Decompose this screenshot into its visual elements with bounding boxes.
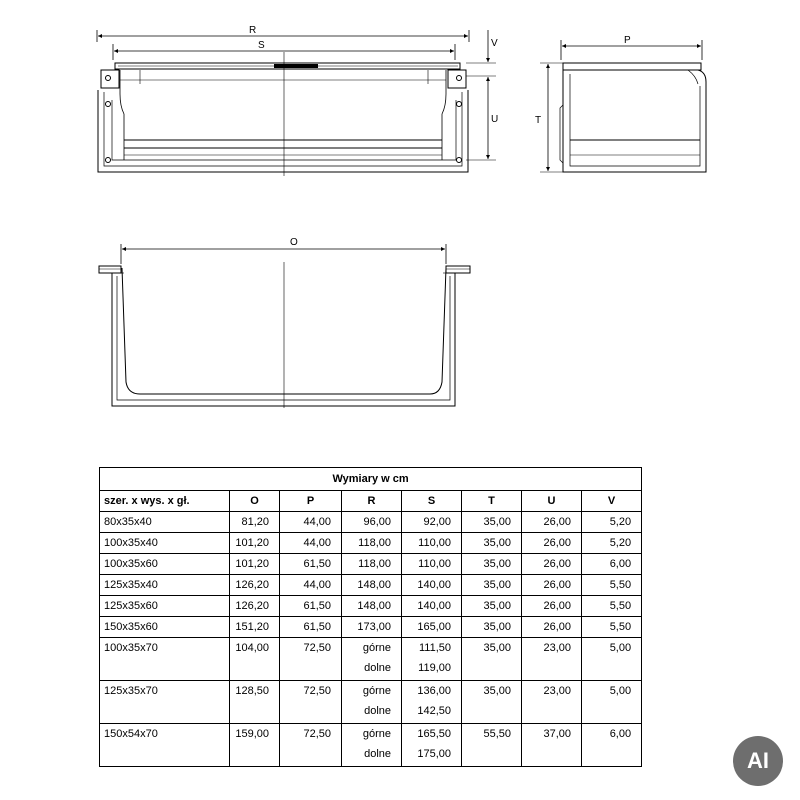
cell-p: 72,50 [280, 724, 342, 767]
cell-v: 5,20 [582, 512, 642, 533]
cell-o: 101,20 [230, 533, 280, 554]
side-view [540, 40, 706, 172]
cell-s-value: 175,00 [417, 748, 451, 760]
cell-u: 23,00 [522, 681, 582, 724]
cell-r-value: górne [362, 728, 391, 740]
cell-p: 44,00 [280, 575, 342, 596]
cell-r [342, 554, 402, 575]
cell-t: 55,50 [462, 724, 522, 767]
cell-p: 44,00 [280, 533, 342, 554]
label-r: R [249, 25, 257, 36]
cell-s-value: 110,00 [418, 537, 451, 549]
cell-size: 150x54x70 [100, 724, 230, 767]
cell-s [402, 724, 462, 767]
dimensions-table [99, 467, 642, 767]
header-size: szer. x wys. x gł. [100, 491, 230, 512]
header-s: S [402, 491, 462, 512]
table-row [100, 533, 642, 554]
cell-s-value: 142,50 [417, 705, 451, 717]
table-row [100, 638, 642, 681]
cell-p: 72,50 [280, 638, 342, 681]
cell-r-value: 96,00 [363, 516, 391, 528]
cell-s [402, 575, 462, 596]
label-u: U [491, 114, 499, 125]
cell-r-value: 173,00 [357, 621, 391, 633]
ai-badge: AI [733, 736, 783, 786]
cell-u: 26,00 [522, 533, 582, 554]
cell-size: 125x35x60 [100, 596, 230, 617]
cell-v: 5,50 [582, 617, 642, 638]
cell-size: 125x35x70 [100, 681, 230, 724]
cell-p: 44,00 [280, 512, 342, 533]
cell-size: 100x35x70 [100, 638, 230, 681]
cell-u: 26,00 [522, 575, 582, 596]
label-p: P [624, 35, 631, 46]
table-row [100, 681, 642, 724]
cell-r-value: 118,00 [358, 558, 391, 570]
label-t: T [535, 115, 542, 126]
cell-p: 61,50 [280, 554, 342, 575]
cell-o: 151,20 [230, 617, 280, 638]
cell-r [342, 724, 402, 767]
table-header-row [100, 491, 642, 512]
cell-u: 26,00 [522, 617, 582, 638]
cell-p: 61,50 [280, 596, 342, 617]
cell-r-value: dolne [364, 748, 391, 760]
header-r: R [342, 491, 402, 512]
cell-s-value: 111,50 [418, 642, 451, 654]
cell-s-value: 165,00 [417, 621, 451, 633]
cell-size: 150x35x60 [100, 617, 230, 638]
cell-r-value: dolne [364, 662, 391, 674]
cell-s-value: 110,00 [418, 558, 451, 570]
cell-v: 5,50 [582, 596, 642, 617]
cell-t: 35,00 [462, 638, 522, 681]
cell-s [402, 617, 462, 638]
cell-size: 100x35x40 [100, 533, 230, 554]
cell-r-value: 118,00 [358, 537, 391, 549]
cell-r [342, 575, 402, 596]
cell-size: 125x35x40 [100, 575, 230, 596]
cell-r [342, 533, 402, 554]
cell-r [342, 638, 402, 681]
cell-v: 6,00 [582, 554, 642, 575]
table-title: Wymiary w cm [100, 468, 642, 491]
cell-r [342, 617, 402, 638]
cell-v: 5,20 [582, 533, 642, 554]
grate-lock [274, 64, 318, 68]
cell-t: 35,00 [462, 533, 522, 554]
cell-s-value: 92,00 [423, 516, 451, 528]
cell-u: 26,00 [522, 512, 582, 533]
cell-o: 104,00 [230, 638, 280, 681]
cell-s [402, 512, 462, 533]
table-row [100, 575, 642, 596]
cell-v: 5,00 [582, 681, 642, 724]
header-u: U [522, 491, 582, 512]
cell-t: 35,00 [462, 575, 522, 596]
right-flange [446, 266, 470, 273]
cell-u: 26,00 [522, 554, 582, 575]
header-v: V [582, 491, 642, 512]
front-view [97, 30, 499, 176]
label-o: O [290, 237, 298, 248]
left-flange [99, 266, 121, 273]
cell-r-value: 148,00 [357, 600, 391, 612]
cell-o: 101,20 [230, 554, 280, 575]
cell-s [402, 681, 462, 724]
table-row [100, 554, 642, 575]
top-view [99, 244, 470, 408]
cell-s-value: 136,00 [417, 685, 451, 697]
cell-r-value: dolne [364, 705, 391, 717]
header-o: O [230, 491, 280, 512]
cell-t: 35,00 [462, 617, 522, 638]
cell-r-value: 148,00 [357, 579, 391, 591]
cell-s-value: 119,00 [418, 662, 451, 674]
cell-s [402, 596, 462, 617]
cell-p: 61,50 [280, 617, 342, 638]
header-p: P [280, 491, 342, 512]
cell-t: 35,00 [462, 681, 522, 724]
cell-t: 35,00 [462, 596, 522, 617]
cell-s-value: 140,00 [417, 600, 451, 612]
cell-s [402, 533, 462, 554]
cell-s [402, 554, 462, 575]
cell-t: 35,00 [462, 554, 522, 575]
cell-o: 128,50 [230, 681, 280, 724]
cell-r [342, 512, 402, 533]
cell-size: 80x35x40 [100, 512, 230, 533]
cell-r-value: górne [362, 685, 391, 697]
cell-r [342, 596, 402, 617]
cell-o: 81,20 [230, 512, 280, 533]
cell-r [342, 681, 402, 724]
cell-o: 126,20 [230, 596, 280, 617]
cell-r-value: górne [362, 642, 391, 654]
table-row [100, 724, 642, 767]
label-v: V [491, 38, 498, 49]
cell-p: 72,50 [280, 681, 342, 724]
header-t: T [462, 491, 522, 512]
cell-s-value: 140,00 [417, 579, 451, 591]
cell-v: 5,00 [582, 638, 642, 681]
cell-t: 35,00 [462, 512, 522, 533]
cell-u: 26,00 [522, 596, 582, 617]
cell-o: 159,00 [230, 724, 280, 767]
cell-size: 100x35x60 [100, 554, 230, 575]
cell-v: 5,50 [582, 575, 642, 596]
cell-v: 6,00 [582, 724, 642, 767]
cell-u: 23,00 [522, 638, 582, 681]
cell-u: 37,00 [522, 724, 582, 767]
label-s: S [258, 40, 265, 51]
table-row [100, 596, 642, 617]
cell-s-value: 165,50 [417, 728, 451, 740]
table-row [100, 617, 642, 638]
cell-s [402, 638, 462, 681]
table-row [100, 512, 642, 533]
cell-o: 126,20 [230, 575, 280, 596]
